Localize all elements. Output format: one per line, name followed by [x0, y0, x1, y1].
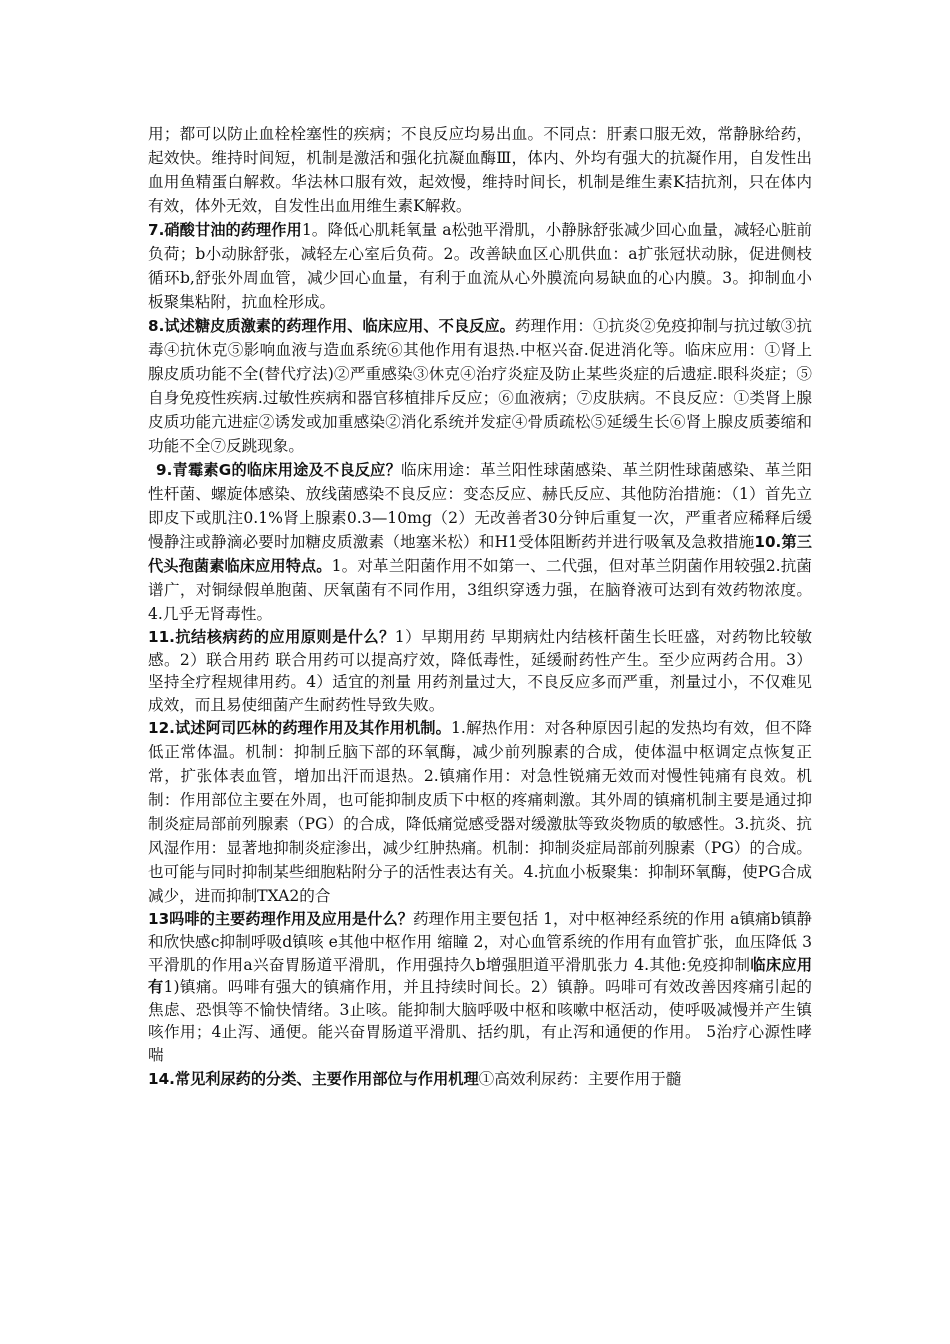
paragraph-q8 [148, 314, 812, 458]
question-heading: 13吗啡的主要药理作用及应用是什么？ [148, 910, 413, 929]
document-page [148, 122, 812, 1091]
question-heading: 14.常见利尿药的分类、主要作用部位与作用机理 [148, 1069, 479, 1088]
paragraph-q13 [148, 908, 812, 1066]
answer-text: 临床用途：革兰阳性球菌感染、革兰阴性球菌感染、革兰阳性杆菌、螺旋体感染、放线菌感染不良反应：变态反应、赫氏反应、其他防治措施：（1）首先立即皮下或肌注0.1%肾上腺素0.3—10mg（2）无改善者30分钟后重复一次，严重者应稀释后缓慢静注或静滴必要时加糖皮质激素（地塞米松）和H1受体阻断药并进行吸氧及急救措施 [148, 461, 812, 551]
paragraph-q7 [148, 218, 812, 314]
paragraph-q9-q10 [148, 458, 812, 626]
answer-text: 1。对革兰阳菌作用不如第一、二代强，但对革兰阴菌作用较强2.抗菌谱广，对铜绿假单胞菌、厌氧菌有不同作用，3组织穿透力强，在脑脊液可达到有效药物浓度。4.几乎无肾毒性。 [148, 557, 812, 623]
paragraph-q11 [148, 626, 812, 716]
question-heading: 12.试述阿司匹林的药理作用及其作用机制。 [148, 719, 451, 738]
answer-text: ①高效利尿药：主要作用于髓 [478, 1069, 682, 1088]
question-heading: 7.硝酸甘油的药理作用 [148, 221, 302, 239]
answer-text: 1)镇痛。吗啡有强大的镇痛作用，并且持续时间长。2）镇静。吗啡可有效改善因疼痛引起的焦虑、恐惧等不愉快情绪。3止咳。能抑制大脑呼吸中枢和咳嗽中枢活动，使呼吸减慢并产生镇咳作用；4止泻、通便。能兴奋胃肠道平滑肌、括约肌，有止泻和通便的作用。 5治疗心源性哮喘 [148, 978, 812, 1064]
question-heading: 11.抗结核病药的应用原则是什么？ [148, 628, 395, 646]
question-heading: 8.试述糖皮质激素的药理作用、临床应用、不良反应。 [148, 317, 515, 335]
answer-text: 1）早期用药 早期病灶内结核杆菌生长旺盛，对药物比较敏感。2）联合用药 联合用药可以提高疗效，降低毒性，延缓耐药性产生。至少应两药合用。3）坚持全疗程规律用药。4）适宜的剂量 用药剂量过大，不良反应多而严重，剂量过小，不仅难见成效，而且易使细菌产生耐药性导致失败。 [148, 628, 812, 714]
paragraph-q12 [148, 716, 812, 908]
question-heading: 9.青霉素G的临床用途及不良反应？ [156, 461, 401, 479]
answer-text: 1。降低心肌耗氧量 a松弛平滑肌，小静脉舒张减少回心血量，减轻心脏前负荷；b小动脉舒张，减轻左心室后负荷。2。改善缺血区心肌供血：a扩张冠状动脉，促进侧枝循环b,舒张外周血管，减少回心血量，有利于血流从心外膜流向易缺血的心内膜。3。抑制血小板聚集粘附，抗血栓形成。 [148, 221, 812, 311]
paragraph-q14 [148, 1067, 812, 1091]
question-heading: 临床应用有 [148, 955, 813, 997]
question-heading: 10.第三代头孢菌素临床应用特点。 [148, 533, 812, 575]
answer-text: 药理作用主要包括 1，对中枢神经系统的作用 a镇痛b镇静和欣快感c抑制呼吸d镇咳 e其他中枢作用 缩瞳 2，对心血管系统的作用有血管扩张，血压降低 3平滑肌的作用a兴奋胃肠道平滑肌，作用强持久b增强胆道平滑肌张力 4.其他:免疫抑制 [148, 910, 812, 974]
answer-text: 用；都可以防止血栓栓塞性的疾病；不良反应均易出血。不同点：肝素口服无效，常静脉给药，起效快。维持时间短，机制是激活和强化抗凝血酶Ⅲ，体内、外均有强大的抗凝作用，自发性出血用鱼精蛋白解救。华法林口服有效，起效慢，维持时间长，机制是维生素K拮抗剂，只在体内有效，体外无效，自发性出血用维生素K解救。 [148, 125, 812, 215]
paragraph-anticoag-cont [148, 122, 812, 218]
answer-text: 药理作用：①抗炎②免疫抑制与抗过敏③抗毒④抗休克⑤影响血液与造血系统⑥其他作用有退热.中枢兴奋.促进消化等。临床应用：①肾上腺皮质功能不全(替代疗法)②严重感染③休克④治疗炎症及防止某些炎症的后遗症.眼科炎症；⑤自身免疫性疾病.过敏性疾病和器官移植排斥反应；⑥血液病；⑦皮肤病。不良反应：①类肾上腺皮质功能亢进症②诱发或加重感染②消化系统并发症④骨质疏松⑤延缓生长⑥肾上腺皮质萎缩和功能不全⑦反跳现象。 [148, 317, 812, 455]
answer-text: 1.解热作用：对各种原因引起的发热均有效，但不降低正常体温。机制：抑制丘脑下部的环氧酶，减少前列腺素的合成，使体温中枢调定点恢复正常，扩张体表血管，增加出汗而退热。2.镇痛作用：对急性锐痛无效而对慢性钝痛有良效。机制：作用部位主要在外周，也可能抑制皮质下中枢的疼痛刺激。其外周的镇痛机制主要是通过抑制炎症局部前列腺素（PG）的合成，降低痛觉感受器对缓激肽等致炎物质的敏感性。3.抗炎、抗风湿作用：显著地抑制炎症渗出，减少红肿热痛。机制：抑制炎症局部前列腺素（PG）的合成。也可能与同时抑制某些细胞粘附分子的活性表达有关。4.抗血小板聚集：抑制环氧酶，使PG合成减少，进而抑制TXA2的合 [148, 719, 812, 906]
